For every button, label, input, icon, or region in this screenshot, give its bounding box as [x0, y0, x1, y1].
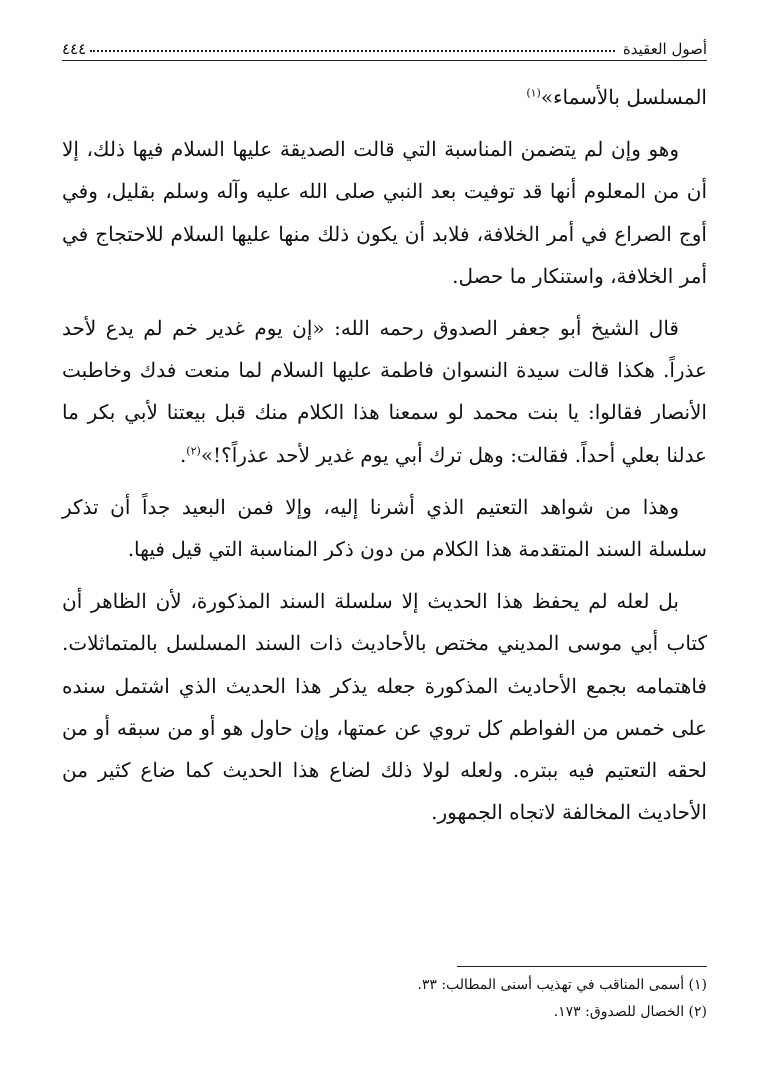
footnote-1: (١) أسمى المناقب في تهذيب أسنى المطالب: ٣٣.	[417, 977, 707, 993]
main-text	[62, 76, 707, 843]
footnote-ref-1: (١)	[526, 86, 541, 100]
paragraph-5: بل لعله لم يحفظ هذا الحديث إلا سلسلة السند المذكورة، لأن الظاهر أن كتاب أبي موسى المديني مختص بالأحاديث ذات السند المسلسل بالمتماثلات. فاهتمامه بجمع الأحاديث المذكورة جعله يذكر هذا الحديث الذي اشتمل سنده على خمس من الفواطم كل تروي عن عمتها، وإن حاول هو أو من سبقه أو من لحقه التعتيم فيه ببتره. ولعله لولا ذلك لضاع هذا الحديث كما ضاع كثير من الأحاديث المخالفة لاتجاه الجمهور.	[62, 589, 707, 825]
paragraph-1	[62, 76, 707, 118]
paragraph-3-end: .	[179, 442, 187, 467]
footnotes	[62, 972, 707, 1026]
running-header	[62, 30, 707, 58]
book-title: أصول العقيدة	[622, 40, 707, 58]
paragraph-2: وهو وإن لم يتضمن المناسبة التي قالت الصديقة عليها السلام فيها ذلك، إلا أن من المعلوم أنها قد توفيت بعد النبي صلى الله عليه وآله وسلم بقليل، وفي أوج الصراع في أمر الخلافة، فلابد أن يكون ذلك منها عليها السلام للاحتجاج في أمر الخلافة، واستنكار ما حصل.	[62, 137, 707, 288]
page-number: ٤٤٤	[62, 40, 87, 58]
header-rule	[62, 60, 707, 61]
paragraph-4: وهذا من شواهد التعتيم الذي أشرنا إليه، وإلا فمن البعيد جداً أن تذكر سلسلة السند المتقدمة هذا الكلام من دون ذكر المناسبة التي قيل فيها.	[62, 494, 707, 562]
footnote-ref-2: (٢)	[186, 443, 201, 457]
footnote-rule	[457, 966, 707, 967]
paragraph-1-text: المسلسل بالأسماء»	[540, 85, 707, 109]
paragraph-3	[62, 307, 707, 476]
paragraph-3-text: قال الشيخ أبو جعفر الصدوق رحمه الله: «إن يوم غدير خم لم يدع لأحد عذراً. هكذا قالت سيدة النسوان فاطمة عليها السلام لما منعت فدك وخاطبت الأنصار فقالوا: يا بنت محمد لو سمعنا هذا الكلام منك قبل بيعتنا لأبي بكر ما عدلنا بعلي أحداً. فقالت: وهل ترك أبي يوم غدير لأحد عذراً؟!»	[62, 316, 707, 467]
header-dot-leader	[90, 50, 615, 52]
footnote-2: (٢) الخصال للصدوق: ١٧٣.	[553, 1004, 707, 1020]
